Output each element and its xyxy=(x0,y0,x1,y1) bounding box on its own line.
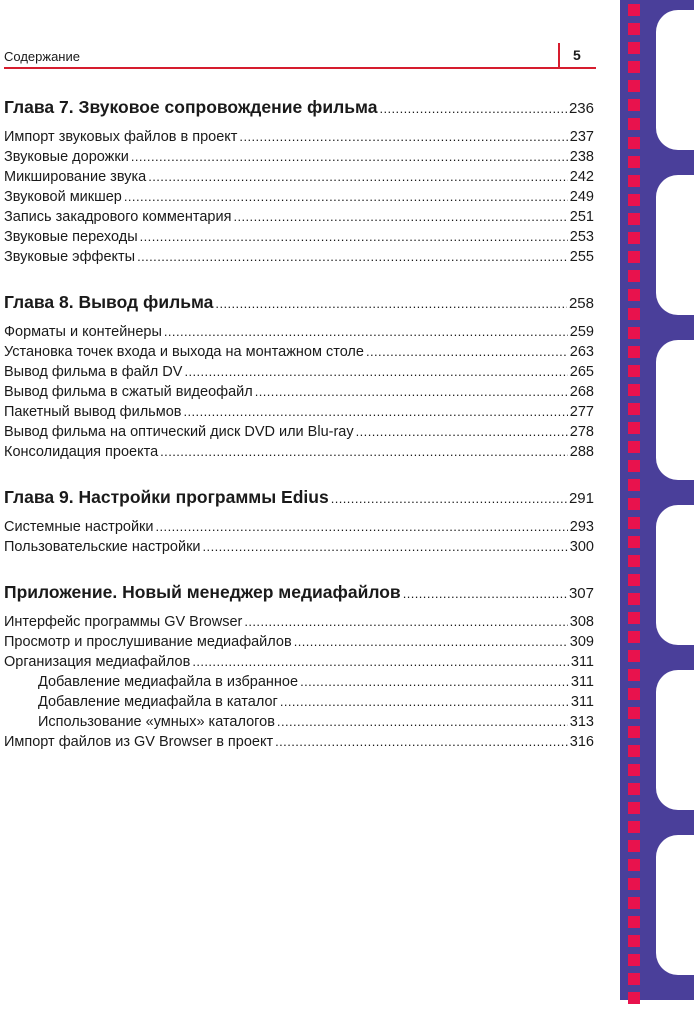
toc-entry-page: 242 xyxy=(569,169,594,185)
dot-leader xyxy=(148,167,568,187)
dot-leader xyxy=(379,94,567,122)
toc-entry-label: Установка точек входа и выхода на монтажном столе xyxy=(4,344,364,360)
dot-leader xyxy=(156,517,568,537)
perforation-square xyxy=(628,859,640,871)
perforation-square xyxy=(628,821,640,833)
toc-chapter-entry[interactable] xyxy=(4,579,594,607)
film-strip-decoration xyxy=(620,0,694,1000)
perforation-square xyxy=(628,270,640,282)
toc-entry-label: Приложение. Новый менеджер медиафайлов xyxy=(4,582,401,602)
film-frame xyxy=(656,10,694,150)
dot-leader xyxy=(356,422,568,442)
toc-entry[interactable] xyxy=(4,517,594,537)
perforation-square xyxy=(628,384,640,396)
dot-leader xyxy=(131,147,568,167)
toc-entry-page: 278 xyxy=(569,424,594,440)
toc-entry-page: 311 xyxy=(570,654,594,670)
perforation-square xyxy=(628,726,640,738)
toc-entry-label: Интерфейс программы GV Browser xyxy=(4,614,243,630)
dot-leader xyxy=(233,207,567,227)
toc-entry[interactable] xyxy=(4,712,594,732)
toc-entry[interactable] xyxy=(4,732,594,752)
toc-entry-page: 249 xyxy=(569,189,594,205)
dot-leader xyxy=(331,484,567,512)
perforation-square xyxy=(628,422,640,434)
dot-leader xyxy=(366,342,568,362)
dot-leader xyxy=(164,322,568,342)
toc-chapter-block xyxy=(4,579,594,752)
toc-entry-page: 311 xyxy=(570,674,594,690)
table-of-contents xyxy=(4,94,594,774)
perforation-square xyxy=(628,688,640,700)
toc-entry-page: 258 xyxy=(568,295,594,312)
perforation-square xyxy=(628,517,640,529)
toc-entry-label: Звуковые переходы xyxy=(4,229,138,245)
page-number: 5 xyxy=(573,47,581,63)
toc-entry[interactable] xyxy=(4,167,594,187)
perforation-square xyxy=(628,897,640,909)
toc-entry-label: Вывод фильма на оптический диск DVD или Blu-ray xyxy=(4,424,354,440)
toc-entry-label: Форматы и контейнеры xyxy=(4,324,162,340)
toc-entry-label: Организация медиафайлов xyxy=(4,654,191,670)
toc-chapter-block xyxy=(4,289,594,462)
perforation-square xyxy=(628,916,640,928)
toc-entry[interactable] xyxy=(4,342,594,362)
dot-leader xyxy=(160,442,568,462)
dot-leader xyxy=(294,632,568,652)
dot-leader xyxy=(184,362,567,382)
dot-leader xyxy=(203,537,568,557)
dot-leader xyxy=(183,402,567,422)
toc-entry-page: 288 xyxy=(569,444,594,460)
toc-chapter-entry[interactable] xyxy=(4,484,594,512)
perforation-square xyxy=(628,935,640,947)
toc-entry[interactable] xyxy=(4,652,594,672)
toc-entry-page: 253 xyxy=(569,229,594,245)
toc-entry-page: 236 xyxy=(568,100,594,117)
dot-leader xyxy=(124,187,568,207)
toc-entry[interactable] xyxy=(4,147,594,167)
toc-entry-page: 316 xyxy=(569,734,594,750)
perforation-square xyxy=(628,137,640,149)
toc-entry-page: 251 xyxy=(569,209,594,225)
toc-entry-label: Вывод фильма в сжатый видеофайл xyxy=(4,384,253,400)
toc-entry[interactable] xyxy=(4,362,594,382)
dot-leader xyxy=(140,227,568,247)
perforation-square xyxy=(628,289,640,301)
toc-entry-page: 311 xyxy=(570,694,594,710)
perforation-square xyxy=(628,631,640,643)
perforation-square xyxy=(628,175,640,187)
perforation-square xyxy=(628,99,640,111)
film-frame xyxy=(656,670,694,810)
toc-entry[interactable] xyxy=(4,672,594,692)
perforation-square xyxy=(628,973,640,985)
toc-entry-label: Микширование звука xyxy=(4,169,147,185)
perforation-square xyxy=(628,707,640,719)
dot-leader xyxy=(280,692,569,712)
perforation-square xyxy=(628,156,640,168)
perforation-square xyxy=(628,498,640,510)
toc-entry-page: 307 xyxy=(568,585,594,602)
toc-entry-label: Системные настройки xyxy=(4,519,154,535)
perforation-square xyxy=(628,4,640,16)
header-divider xyxy=(558,43,560,67)
film-frame xyxy=(656,340,694,480)
perforation-square xyxy=(628,479,640,491)
dot-leader xyxy=(403,579,567,607)
toc-entry-label: Консолидация проекта xyxy=(4,444,159,460)
toc-chapter-block xyxy=(4,484,594,557)
perforation-square xyxy=(628,536,640,548)
toc-entry-page: 277 xyxy=(569,404,594,420)
perforation-square xyxy=(628,574,640,586)
perforation-square xyxy=(628,232,640,244)
toc-entry-label: Запись закадрового комментария xyxy=(4,209,232,225)
perforation-square xyxy=(628,61,640,73)
toc-entry-label: Импорт файлов из GV Browser в проект xyxy=(4,734,274,750)
toc-entry-page: 268 xyxy=(569,384,594,400)
dot-leader xyxy=(239,127,567,147)
toc-entry-label: Глава 8. Вывод фильма xyxy=(4,292,214,312)
toc-entry-label: Добавление медиафайла в избранное xyxy=(38,674,299,690)
perforation-square xyxy=(628,612,640,624)
toc-entry[interactable] xyxy=(4,612,594,632)
perforation-square xyxy=(628,308,640,320)
perforation-square xyxy=(628,555,640,567)
perforation-square xyxy=(628,745,640,757)
film-frame xyxy=(656,505,694,645)
film-frame xyxy=(656,835,694,975)
dot-leader xyxy=(244,612,567,632)
toc-entry[interactable] xyxy=(4,382,594,402)
toc-entry-label: Пользовательские настройки xyxy=(4,539,201,555)
section-title: Содержание xyxy=(4,49,80,64)
perforation-square xyxy=(628,669,640,681)
perforation-square xyxy=(628,327,640,339)
dot-leader xyxy=(215,289,567,317)
toc-entry[interactable] xyxy=(4,692,594,712)
perforation-square xyxy=(628,194,640,206)
toc-entry-page: 259 xyxy=(569,324,594,340)
toc-entry-page: 263 xyxy=(569,344,594,360)
toc-entry-label: Вывод фильма в файл DV xyxy=(4,364,183,380)
dot-leader xyxy=(275,732,568,752)
toc-entry-page: 265 xyxy=(569,364,594,380)
toc-chapter-entry[interactable] xyxy=(4,94,594,122)
toc-entry-label: Звуковые дорожки xyxy=(4,149,129,165)
toc-entry[interactable] xyxy=(4,632,594,652)
toc-chapter-entry[interactable] xyxy=(4,289,594,317)
toc-entry-label: Просмотр и прослушивание медиафайлов xyxy=(4,634,292,650)
perforation-square xyxy=(628,42,640,54)
perforation-square xyxy=(628,460,640,472)
dot-leader xyxy=(255,382,568,402)
toc-entry[interactable] xyxy=(4,322,594,342)
dot-leader xyxy=(277,712,568,732)
perforation-square xyxy=(628,593,640,605)
perforation-square xyxy=(628,802,640,814)
perforation-square xyxy=(628,403,640,415)
toc-entry-label: Звуковой микшер xyxy=(4,189,122,205)
toc-entry[interactable] xyxy=(4,207,594,227)
perforation-square xyxy=(628,23,640,35)
toc-entry-page: 308 xyxy=(569,614,594,630)
toc-entry-label: Добавление медиафайла в каталог xyxy=(38,694,278,710)
page-header xyxy=(4,40,596,68)
toc-entry-page: 293 xyxy=(569,519,594,535)
toc-entry-label: Импорт звуковых файлов в проект xyxy=(4,129,238,145)
toc-entry[interactable] xyxy=(4,402,594,422)
perforation-square xyxy=(628,118,640,130)
toc-entry-page: 238 xyxy=(569,149,594,165)
perforation-square xyxy=(628,213,640,225)
header-rule xyxy=(4,67,596,69)
toc-entry-label: Пакетный вывод фильмов xyxy=(4,404,182,420)
perforation-square xyxy=(628,840,640,852)
toc-entry-page: 309 xyxy=(569,634,594,650)
toc-entry[interactable] xyxy=(4,247,594,267)
dot-leader xyxy=(300,672,569,692)
toc-entry[interactable] xyxy=(4,127,594,147)
toc-entry[interactable] xyxy=(4,227,594,247)
perforation-square xyxy=(628,80,640,92)
film-perforations xyxy=(628,4,640,1011)
toc-entry[interactable] xyxy=(4,537,594,557)
toc-entry-page: 300 xyxy=(569,539,594,555)
toc-entry-label: Глава 9. Настройки программы Edius xyxy=(4,487,329,507)
film-frame xyxy=(656,175,694,315)
perforation-square xyxy=(628,365,640,377)
toc-entry[interactable] xyxy=(4,187,594,207)
toc-entry-page: 255 xyxy=(569,249,594,265)
toc-entry-page: 313 xyxy=(569,714,594,730)
perforation-square xyxy=(628,346,640,358)
perforation-square xyxy=(628,783,640,795)
toc-entry-page: 237 xyxy=(569,129,594,145)
toc-entry-page: 291 xyxy=(568,490,594,507)
toc-entry-label: Звуковые эффекты xyxy=(4,249,136,265)
toc-entry-label: Глава 7. Звуковое сопровождение фильма xyxy=(4,97,378,117)
perforation-square xyxy=(628,992,640,1004)
toc-entry-label: Использование «умных» каталогов xyxy=(38,714,275,730)
dot-leader xyxy=(192,652,569,672)
perforation-square xyxy=(628,764,640,776)
perforation-square xyxy=(628,878,640,890)
toc-entry[interactable] xyxy=(4,422,594,442)
dot-leader xyxy=(137,247,568,267)
perforation-square xyxy=(628,441,640,453)
perforation-square xyxy=(628,251,640,263)
perforation-square xyxy=(628,650,640,662)
perforation-square xyxy=(628,954,640,966)
toc-chapter-block xyxy=(4,94,594,267)
toc-entry[interactable] xyxy=(4,442,594,462)
